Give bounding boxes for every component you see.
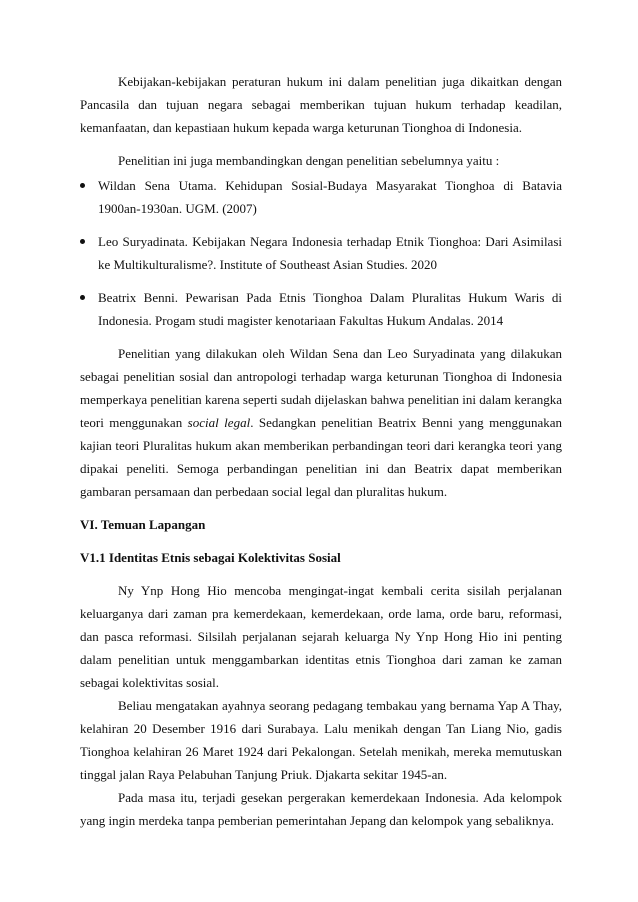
subsection-heading: V1.1 Identitas Etnis sebagai Kolektivitas Sosial <box>80 550 341 565</box>
bullet-icon <box>80 295 85 300</box>
list-item <box>80 230 562 276</box>
list-item <box>80 286 562 332</box>
reference-text: Wildan Sena Utama. Kehidupan Sosial-Budaya Masyarakat Tionghoa di Batavia 1900an-1930an. UGM. (2007) <box>98 178 562 216</box>
paragraph-comparison-intro: Penelitian ini juga membandingkan dengan penelitian sebelumnya yaitu : <box>118 153 500 168</box>
document-page <box>80 70 562 832</box>
paragraph-independence: Pada masa itu, terjadi gesekan pergerakan kemerdekaan Indonesia. Ada kelompok yang ingin merdeka tanpa pemberian pemerintahan Jepang dan kelompok yang sebaliknya. <box>80 790 562 828</box>
paragraph-parents: Beliau mengatakan ayahnya seorang pedagang tembakau yang bernama Yap A Thay, kelahiran 20 Desember 1916 dari Surabaya. Lalu menikah dengan Tan Liang Nio, gadis Tionghoa kelahiran 26 Maret 1924 dari Pekalongan. Setelah menikah, mereka memutuskan tinggal jalan Raya Pelabuhan Tanjung Priuk. Djakarta sekitar 1945-an. <box>80 698 562 782</box>
bullet-icon <box>80 183 85 188</box>
paragraph-prior-research-text-b: . Sedangkan penelitian Beatrix Benni yang menggunakan kajian teori Pluralitas hukum akan memberikan perbandingan teori dari kerangka teori yang dipakai peneliti. Semoga perbandingan penelitian ini dan Beatrix dapat memberikan gambaran persamaan dan perbedaan social legal dan pluralitas hukum. <box>80 415 563 499</box>
italic-term: social legal <box>187 415 251 430</box>
paragraph-policy: Kebijakan-kebijakan peraturan hukum ini dalam penelitian juga dikaitkan dengan Pancasila dan tujuan negara sebagai memberikan tujuan hukum terhadap keadilan, kemanfaatan, dan kepastiaan hukum kepada warga keturunan Tionghoa di Indonesia. <box>80 74 562 135</box>
list-item <box>80 174 562 220</box>
section-heading: VI. Temuan Lapangan <box>80 517 206 532</box>
paragraph-family-history: Ny Ynp Hong Hio mencoba mengingat-ingat kembali cerita sisilah perjalanan keluarganya dari zaman pra kemerdekaan, kemerdekaan, orde lama, orde baru, reformasi, dan pasca reformasi. Silsilah perjalanan sejarah keluarga Ny Ynp Hong Hio ini penting dalam penelitian untuk menggambarkan identitas etnis Tionghoa dari zaman ke zaman sebagai kolektivitas sosial. <box>80 583 562 690</box>
paragraph-prior-research-text-a: Penelitian yang dilakukan oleh Wildan Sena dan Leo Suryadinata yang dilakukan sebagai penelitian sosial dan antropologi terhadap warga keturunan Tionghoa di Indonesia memperkaya penelitian karena seperti sudah dijelaskan bahwa penelitian ini dalam kerangka teori menggunakan <box>80 346 562 430</box>
bullet-icon <box>80 239 85 244</box>
reference-text: Leo Suryadinata. Kebijakan Negara Indonesia terhadap Etnik Tionghoa: Dari Asimilasi ke Multikulturalisme?. Institute of Southeast Asian Studies. 2020 <box>98 234 562 272</box>
reference-list <box>80 174 562 332</box>
reference-text: Beatrix Benni. Pewarisan Pada Etnis Tionghoa Dalam Pluralitas Hukum Waris di Indonesia. Progam studi magister kenotariaan Fakultas Hukum Andalas. 2014 <box>98 290 562 328</box>
paragraph-prior-research <box>80 342 562 503</box>
